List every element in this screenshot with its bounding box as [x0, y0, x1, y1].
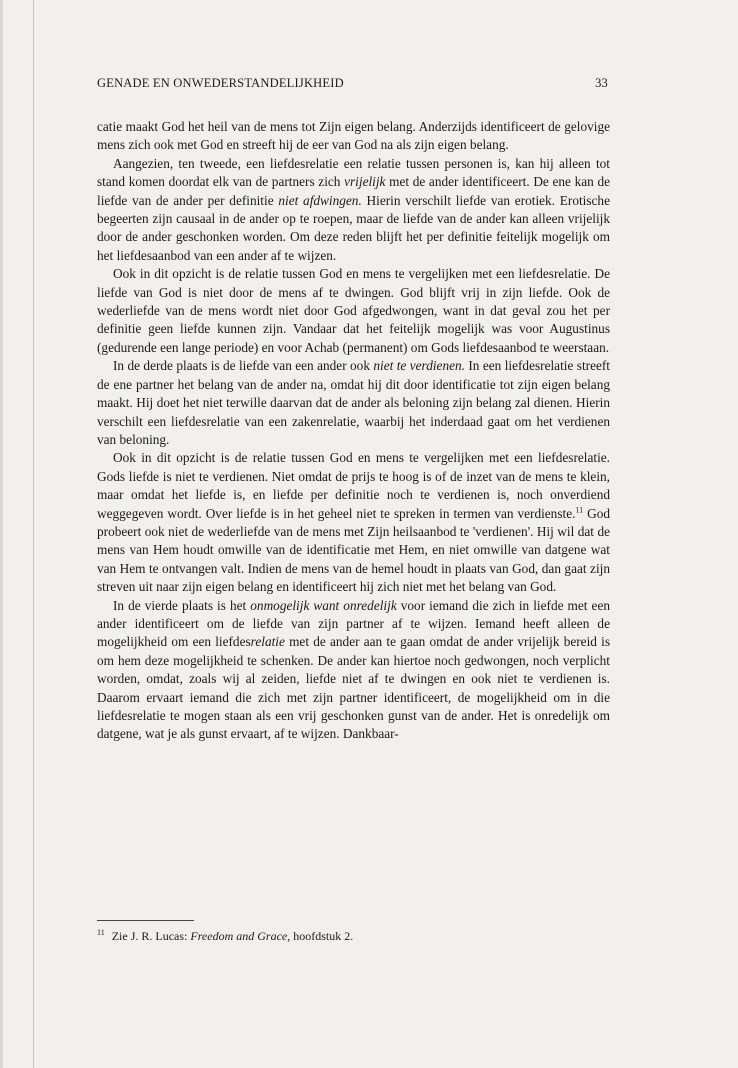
page-edge-rule [33, 0, 34, 1068]
paragraph-1: catie maakt God het heil van de mens tot Zijn eigen belang. Anderzijds identificeert de gelovige mens zich ook met God en streeft hij de eer van God na als zijn eigen belang. [97, 119, 610, 153]
footnote-mark: 11 [97, 928, 105, 937]
paragraph-3: Ook in dit opzicht is de relatie tussen God en mens te vergelijken met een liefdesrelatie. De liefde van God is niet door de mens af te dwingen. God blijft vrij in zijn liefde. Ook de wederliefde van de mens wordt niet door God afgedwongen, want in dat geval zou het per definitie geen liefde kunnen zijn. Vandaar dat het feitelijk mogelijk was voor Augustinus (gedurende een lange periode) en voor Achab (permanent) om Gods liefdesaanbod te weerstaan. [97, 266, 610, 355]
paragraph-6: In de vierde plaats is het onmogelijk want onredelijk voor iemand die zich in liefde met een ander identificeert om de liefde van zijn partner af te wijzen. Iemand heeft alleen de mogelijkheid om een liefdesrelatie met de ander aan te gaan omdat de ander vrijelijk bereid is om hem deze mogelijkheid te schenken. De ander kan hiertoe noch gedwongen, noch verplicht worden, omdat, zoals wij al zeiden, liefde niet af te dwingen en ook niet te verdienen is. Daarom ervaart iemand die zich met zijn partner identificeert, de mogelijkheid om in die liefdesrelatie te mogen staan als een vrij geschonken gunst van de ander. Het is onredelijk om datgene, wat je als gunst ervaart, af te wijzen. Dankbaar- [97, 597, 611, 742]
page-number: 33 [595, 76, 608, 90]
paragraph-4: In de derde plaats is de liefde van een ander ook niet te verdienen. In een liefdesrelatie streeft de ene partner het belang van de ander na, omdat hij dit door identificatie tot zijn eigen belang maakt. Hij doet het niet terwille daarvan dat de ander als beloning zijn belang zal dienen. Hierin verschilt een liefdesrelatie van een zakenrelatie, waarbij het inderdaad gaat om het verdienen van beloning. [97, 358, 610, 447]
paragraph-2: Aangezien, ten tweede, een liefdesrelatie een relatie tussen personen is, kan hij alleen tot stand komen doordat elk van de partners zich vrijelijk met de ander identificeert. De ene kan de liefde van de ander per definitie niet afdwingen. Hierin verschilt liefde van erotiek. Erotische begeerten zijn causaal in de ander op te roepen, maar de liefde van de ander kan alleen vrijelijk door de ander geschonken worden. Om deze reden blijft het per definitie feitelijk mogelijk om het liefdesaanbod van een ander af te wijzen. [97, 155, 611, 263]
paragraph-5: Ook in dit opzicht is de relatie tussen God en mens te vergelijken met een liefdesrelatie. Gods liefde is niet te verdienen. Niet omdat de prijs te hoog is of de inzet van de mens te klein, maar omdat het liefde is, en liefde per definitie noch te verdienen is, noch onverdiend weggegeven wordt. Over liefde is in het geheel niet te spreken in termen van verdienste.$^{11}$ God probeert ook niet de wederliefde van de mens met Zijn heilsaanbod te 'verdienen'. Hij wil dat de mens van Hem houdt omwille van de identificatie met Hem, en niet omwille van datgene wat van Hem te ontvangen valt. Indien de mens van de hemel houdt in plaats van God, dan gaat zijn streven uit naar zijn eigen belang en identificeert hij zich niet met het belang van God. [97, 450, 610, 595]
body-text [97, 118, 610, 744]
footnote: $^{11}$ Zie J. R. Lucas: Freedom and Grace, hoofdstuk 2. [97, 928, 354, 943]
footnote-reference[interactable]: 11 [575, 505, 584, 515]
running-title: GENADE EN ONWEDERSTANDELIJKHEID [97, 76, 344, 90]
footnote-divider [97, 920, 194, 921]
